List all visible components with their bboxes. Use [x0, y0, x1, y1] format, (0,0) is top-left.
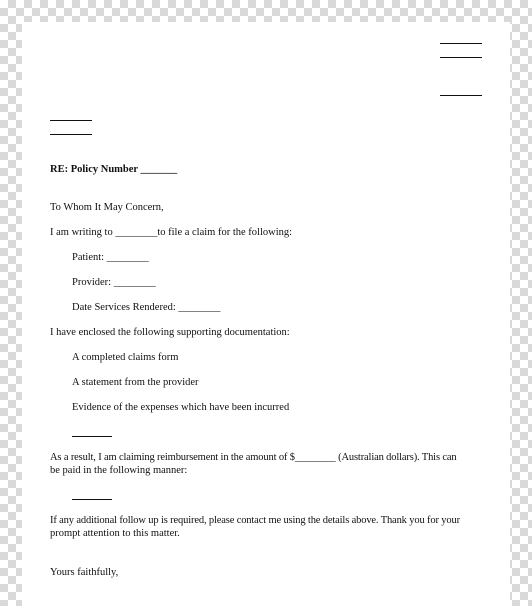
doc-item: A statement from the provider: [72, 377, 199, 388]
reimbursement-line-1: As a result, I am claiming reimbursement in the amount of $________ (Australian dollars). This can: [50, 452, 457, 463]
reimbursement-line-2: be paid in the following manner:: [50, 465, 188, 476]
doc-item: Evidence of the expenses which have been incurred: [72, 402, 290, 413]
payment-method-blank: [72, 499, 112, 500]
intro-prefix: I am writing to: [50, 227, 113, 238]
intro-suffix: to file a claim for the following:: [157, 227, 293, 238]
re-policy-line: RE: Policy Number _______: [50, 164, 178, 175]
intro-paragraph: [50, 227, 292, 239]
enclosed-paragraph: I have enclosed the following supporting documentation:: [50, 327, 290, 338]
followup-line-2: prompt attention to this matter.: [50, 528, 180, 539]
provider-field: Provider: ________: [72, 277, 156, 288]
blank-line: [72, 436, 112, 437]
recipient-address-line-1: [50, 120, 92, 121]
date-services-field: Date Services Rendered: ________: [72, 302, 221, 313]
patient-field: Patient: ________: [72, 252, 149, 263]
salutation: To Whom It May Concern,: [50, 202, 164, 213]
closing: Yours faithfully,: [50, 567, 119, 578]
sender-address-line-1: [440, 43, 482, 44]
letter-page: [22, 22, 510, 606]
sender-date-line: [440, 95, 482, 96]
intro-blank: ________: [115, 227, 158, 238]
recipient-address-line-2: [50, 134, 92, 135]
doc-item: A completed claims form: [72, 352, 179, 363]
sender-address-line-2: [440, 57, 482, 58]
followup-line-1: If any additional follow up is required, please contact me using the details above. Thank you for your: [50, 515, 460, 526]
